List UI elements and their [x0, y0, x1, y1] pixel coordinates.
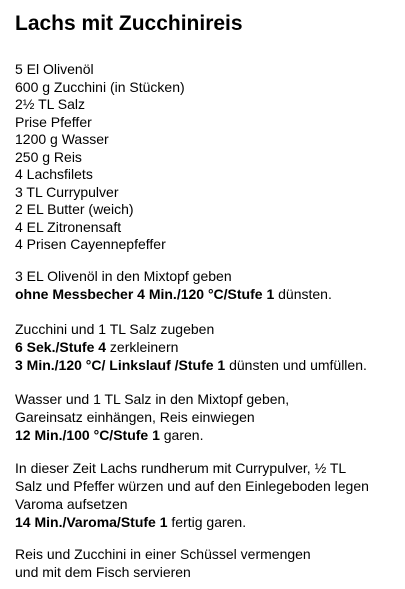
step-text: 3 EL Olivenöl in den Mixtopf geben [15, 268, 232, 284]
instruction-step-2 [15, 320, 400, 374]
ingredient-item: 250 g Reis [15, 148, 82, 165]
step-line [15, 545, 400, 563]
step-setting: 12 Min./100 °C/Stufe 1 [15, 427, 160, 443]
step-setting: ohne Messbecher 4 Min./120 °C/Stufe 1 [15, 286, 275, 302]
step-line [15, 285, 400, 303]
step-text: Varoma aufsetzen [15, 496, 128, 512]
step-text: Reis und Zucchini in einer Schüssel vermengen [15, 546, 311, 562]
step-line [15, 477, 400, 495]
step-line [15, 267, 400, 285]
step-line [15, 408, 400, 426]
ingredient-item: 2 EL Butter (weich) [15, 201, 134, 217]
step-text: Wasser und 1 TL Salz in den Mixtopf geben, [15, 391, 290, 407]
ingredient-item: 2½ TL Salz [15, 96, 86, 112]
ingredient-item: 4 Lachsfilets [15, 166, 93, 182]
instruction-step-5 [15, 545, 400, 581]
ingredient-item: 3 TL Currypulver [15, 183, 119, 200]
step-setting: 14 Min./Varoma/Stufe 1 [15, 514, 168, 530]
step-line [15, 459, 400, 477]
step-text: dünsten und umfüllen. [225, 357, 367, 373]
step-setting: 6 Sek./Stufe 4 [15, 339, 107, 355]
step-text: zerkleinern [106, 339, 179, 355]
ingredient-item: Prise Pfeffer [15, 113, 92, 130]
step-setting: 3 Min./120 °C/ Linkslauf /Stufe 1 [15, 357, 226, 373]
instruction-step-4 [15, 459, 400, 531]
ingredient-list [15, 61, 185, 254]
step-line [15, 495, 400, 513]
ingredient-item: 1200 g Wasser [15, 131, 109, 147]
step-line [15, 356, 400, 374]
instruction-step-3 [15, 390, 400, 444]
step-text: Gareinsatz einhängen, Reis einwiegen [15, 409, 255, 425]
step-line [15, 338, 400, 356]
step-line [15, 563, 400, 581]
step-line [15, 390, 400, 408]
step-line [15, 320, 400, 338]
instruction-step-1 [15, 267, 400, 303]
step-text: Zucchini und 1 TL Salz zugeben [15, 321, 215, 337]
step-line [15, 513, 400, 531]
ingredient-item: 4 Prisen Cayennepfeffer [15, 236, 166, 252]
step-text: Salz und Pfeffer würzen und auf den Einlegeboden legen [15, 478, 369, 494]
recipe-title: Lachs mit Zucchinireis [15, 12, 243, 35]
ingredient-item: 600 g Zucchini (in Stücken) [15, 78, 185, 95]
step-text: In dieser Zeit Lachs rundherum mit Currypulver, ½ TL [15, 460, 347, 476]
step-text: garen. [159, 427, 204, 443]
step-text: und mit dem Fisch servieren [15, 564, 191, 580]
ingredient-item: 5 El Olivenöl [15, 61, 94, 77]
step-text: fertig garen. [167, 514, 247, 530]
step-text: dünsten. [274, 286, 332, 302]
ingredient-item: 4 EL Zitronensaft [15, 218, 122, 235]
step-line [15, 426, 400, 444]
